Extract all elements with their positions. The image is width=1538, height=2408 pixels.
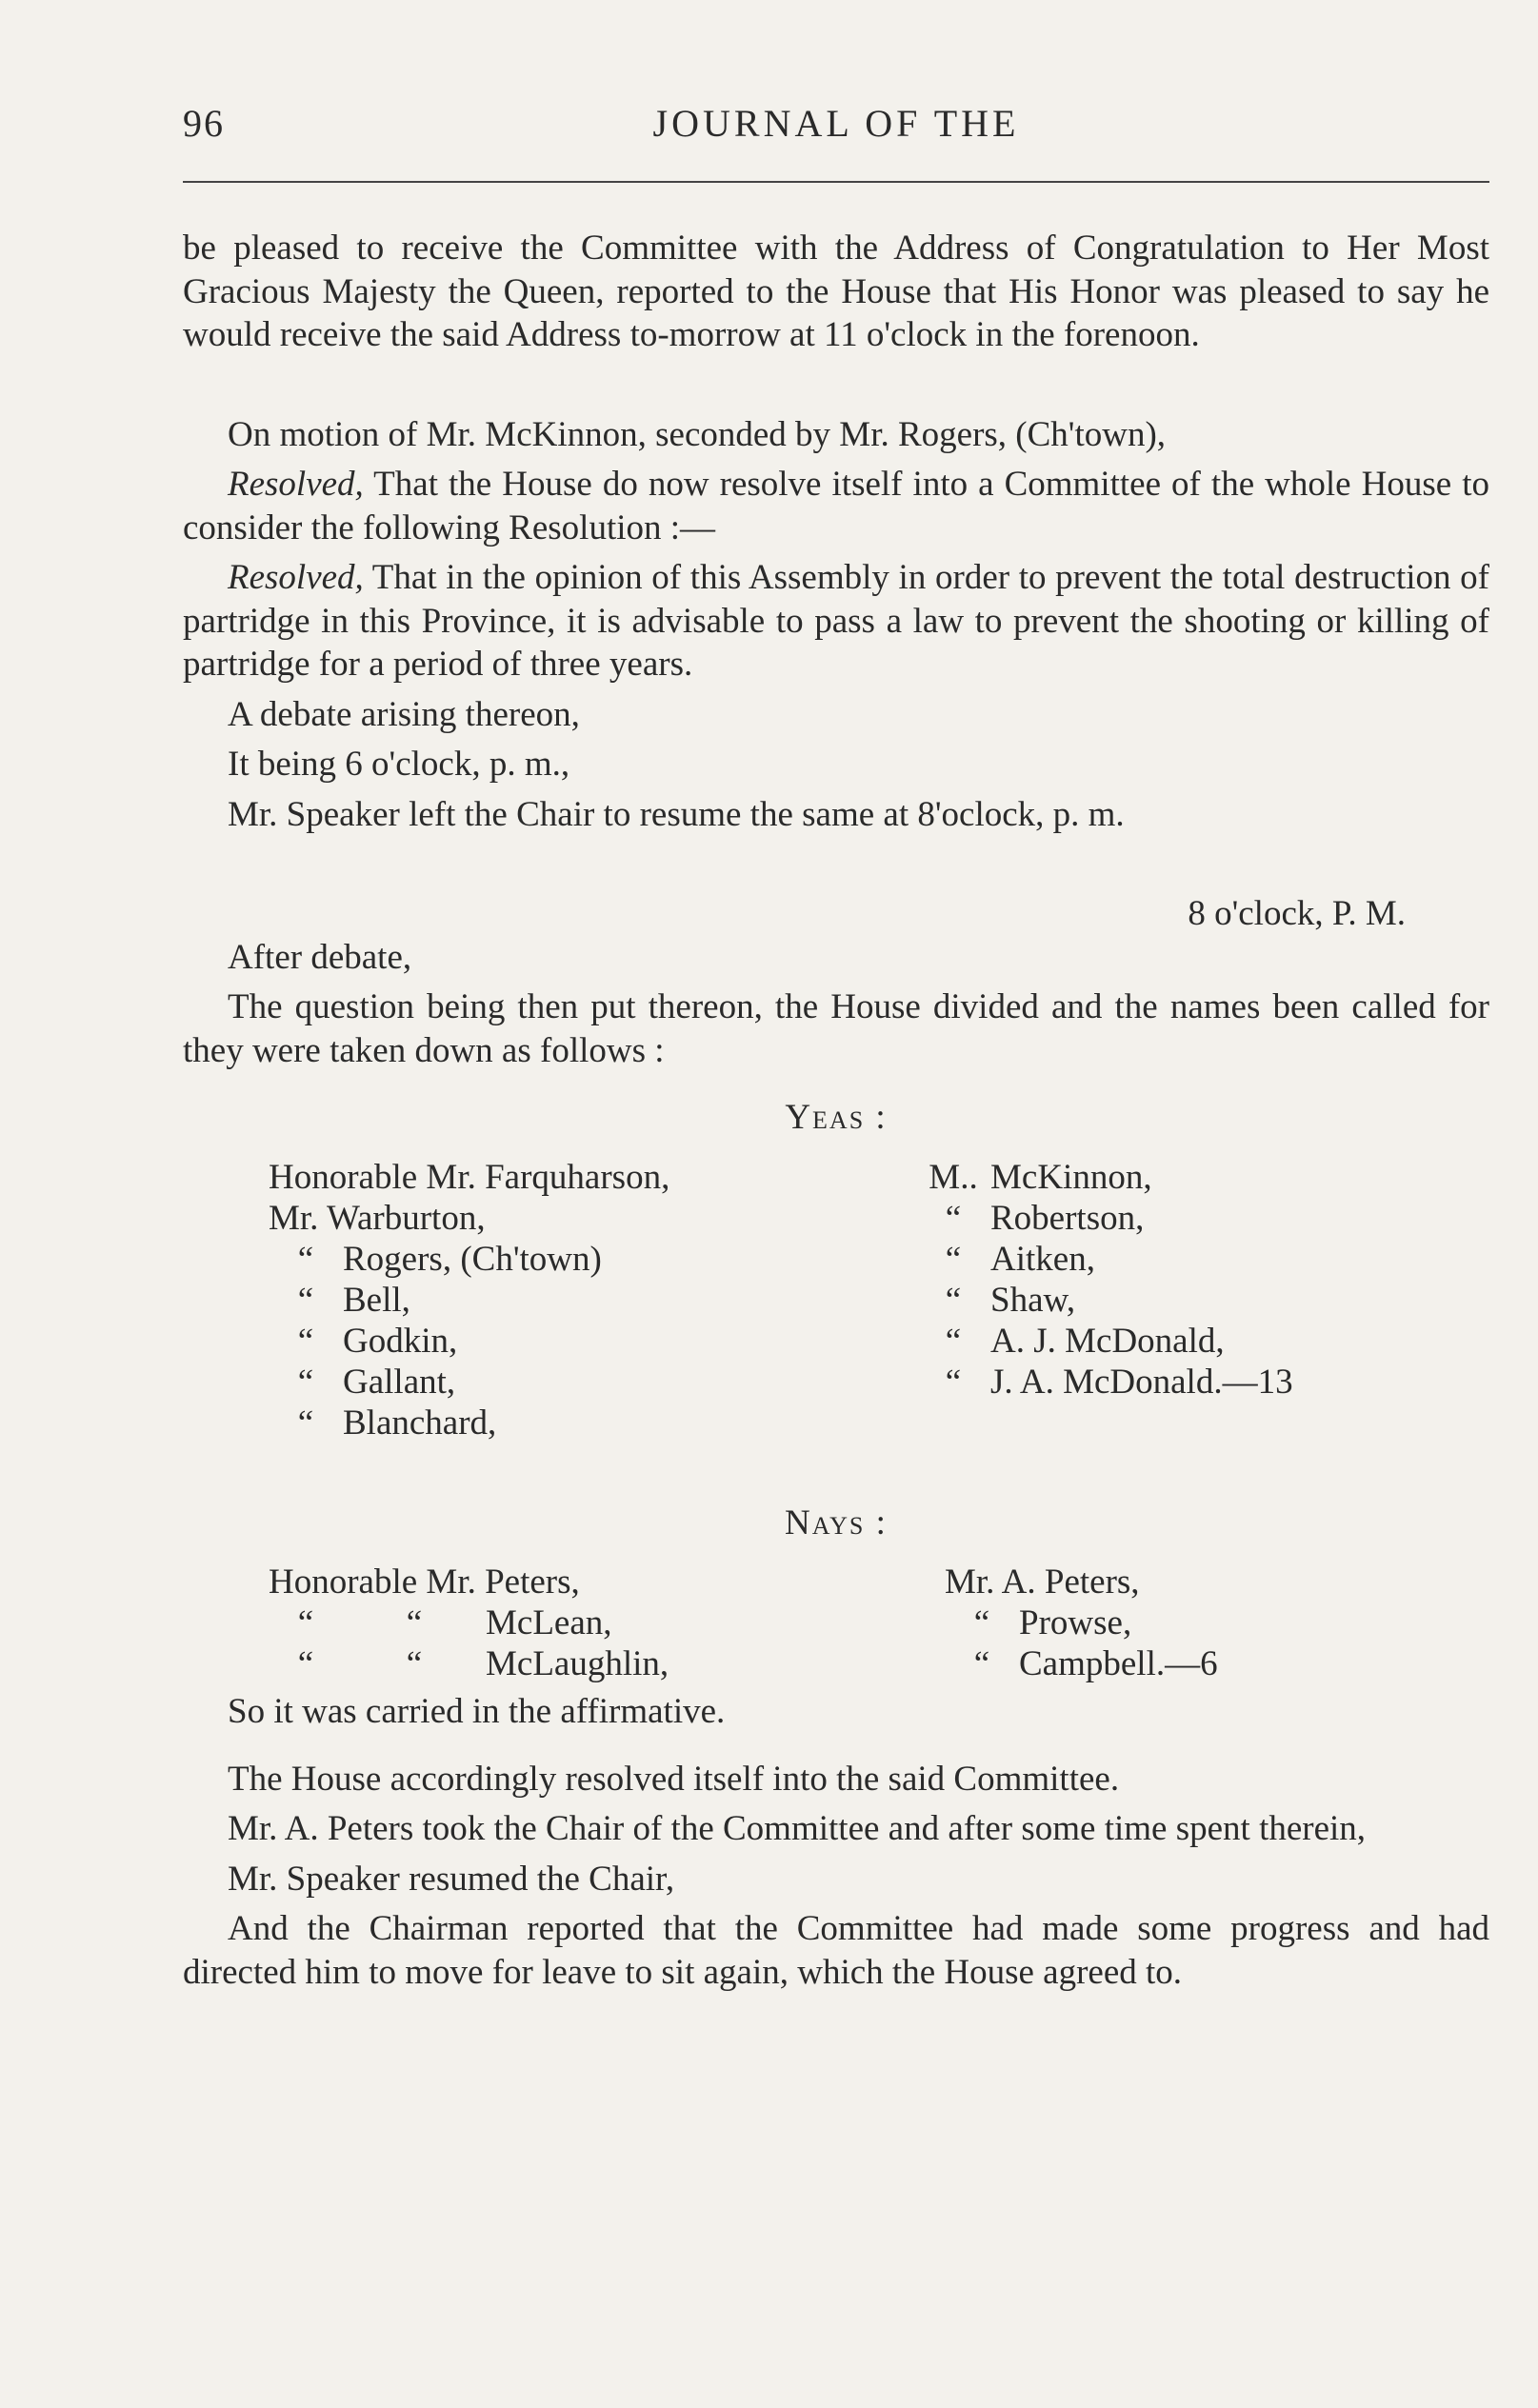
vote-row: “ “ McLaughlin, [297,1644,669,1683]
vote-row: “ Shaw, [945,1280,1076,1320]
vote-row: Mr. A. Peters, [945,1562,1140,1602]
yeas-heading: Yeas : [785,1098,888,1137]
running-title: JOURNAL OF THE [652,102,1020,145]
page-number: 96 [183,102,225,145]
paragraph: It being 6 o'clock, p. m., [228,745,570,784]
header-rule [183,181,1489,183]
vote-row: M.. McKinnon, [929,1157,1152,1197]
vote-row: “ Prowse, [973,1603,1132,1642]
vote-row: “ Aitken, [945,1239,1095,1279]
vote-row: “ Rogers, (Ch'town) [297,1239,602,1279]
paragraph [183,556,1489,687]
paragraph: be pleased to receive the Committee with the Address of Congratulation to Her Most Gracious Majesty the Queen, reported to the House that His Honor was pleased to say he would receive the said Address to-morrow at 11 o'clock in the forenoon. [183,229,1489,354]
nays-heading: Nays : [785,1503,888,1542]
nays-left-column [269,1562,669,1684]
vote-row: Honorable Mr. Peters, [269,1562,580,1602]
yeas-right-column [916,1157,1293,1403]
resolution-text: That in the opinion of this Assembly in order to prevent the total destruction of partridge in this Province, it is advisable to pass a law to prevent the shooting or killing of partridge for a period of three years. [183,558,1489,684]
body-text [183,227,1489,2000]
paragraph: On motion of Mr. McKinnon, seconded by Mr. Rogers, (Ch'town), [228,414,1167,454]
yeas-list [183,1157,1489,1452]
paragraph: A debate arising thereon, [228,694,580,734]
vote-row: Mr. Warburton, [269,1198,486,1238]
vote-row: “ “ McLean, [297,1603,612,1642]
vote-row: “ J. A. McDonald.—13 [945,1362,1293,1402]
paragraph: Mr. Speaker resumed the Chair, [228,1859,675,1899]
vote-row: Honorable Mr. Farquharson, [269,1157,670,1197]
paragraph [183,463,1489,549]
paragraph: And the Chairman reported that the Committee had made some progress and had directed him to move for leave to sit again, which the House agreed to. [183,1909,1489,1992]
nays-right-column [945,1562,1218,1684]
resolution-text: That the House do now resolve itself into a Committee of the whole House to consider the following Resolution :— [183,465,1489,547]
vote-row: “ Campbell.—6 [973,1644,1218,1683]
vote-row: “ Gallant, [297,1362,456,1402]
paragraph: The House accordingly resolved itself into the said Committee. [228,1759,1120,1799]
vote-row: “ A. J. McDonald, [945,1321,1225,1361]
vote-row: “ Bell, [297,1280,410,1320]
paragraph: Mr. Speaker left the Chair to resume the same at 8'oclock, p. m. [228,794,1125,834]
resolved-label: Resolved, [228,465,364,504]
nays-list [183,1562,1489,1690]
paragraph: Mr. A. Peters took the Chair of the Committee and after some time spent therein, [228,1809,1367,1848]
vote-row: “ Robertson, [945,1198,1145,1238]
vote-row: “ Blanchard, [297,1403,497,1443]
paragraph: So it was carried in the affirmative. [228,1692,726,1731]
paragraph: After debate, [228,937,412,977]
page-header [183,101,1489,158]
yeas-left-column [269,1157,669,1443]
paragraph: The question being then put thereon, the House divided and the names been called for they were taken down as follows : [183,987,1489,1070]
time-stamp: 8 o'clock, P. M. [1188,894,1406,933]
resolved-label: Resolved, [228,558,364,597]
vote-row: “ Godkin, [297,1321,458,1361]
